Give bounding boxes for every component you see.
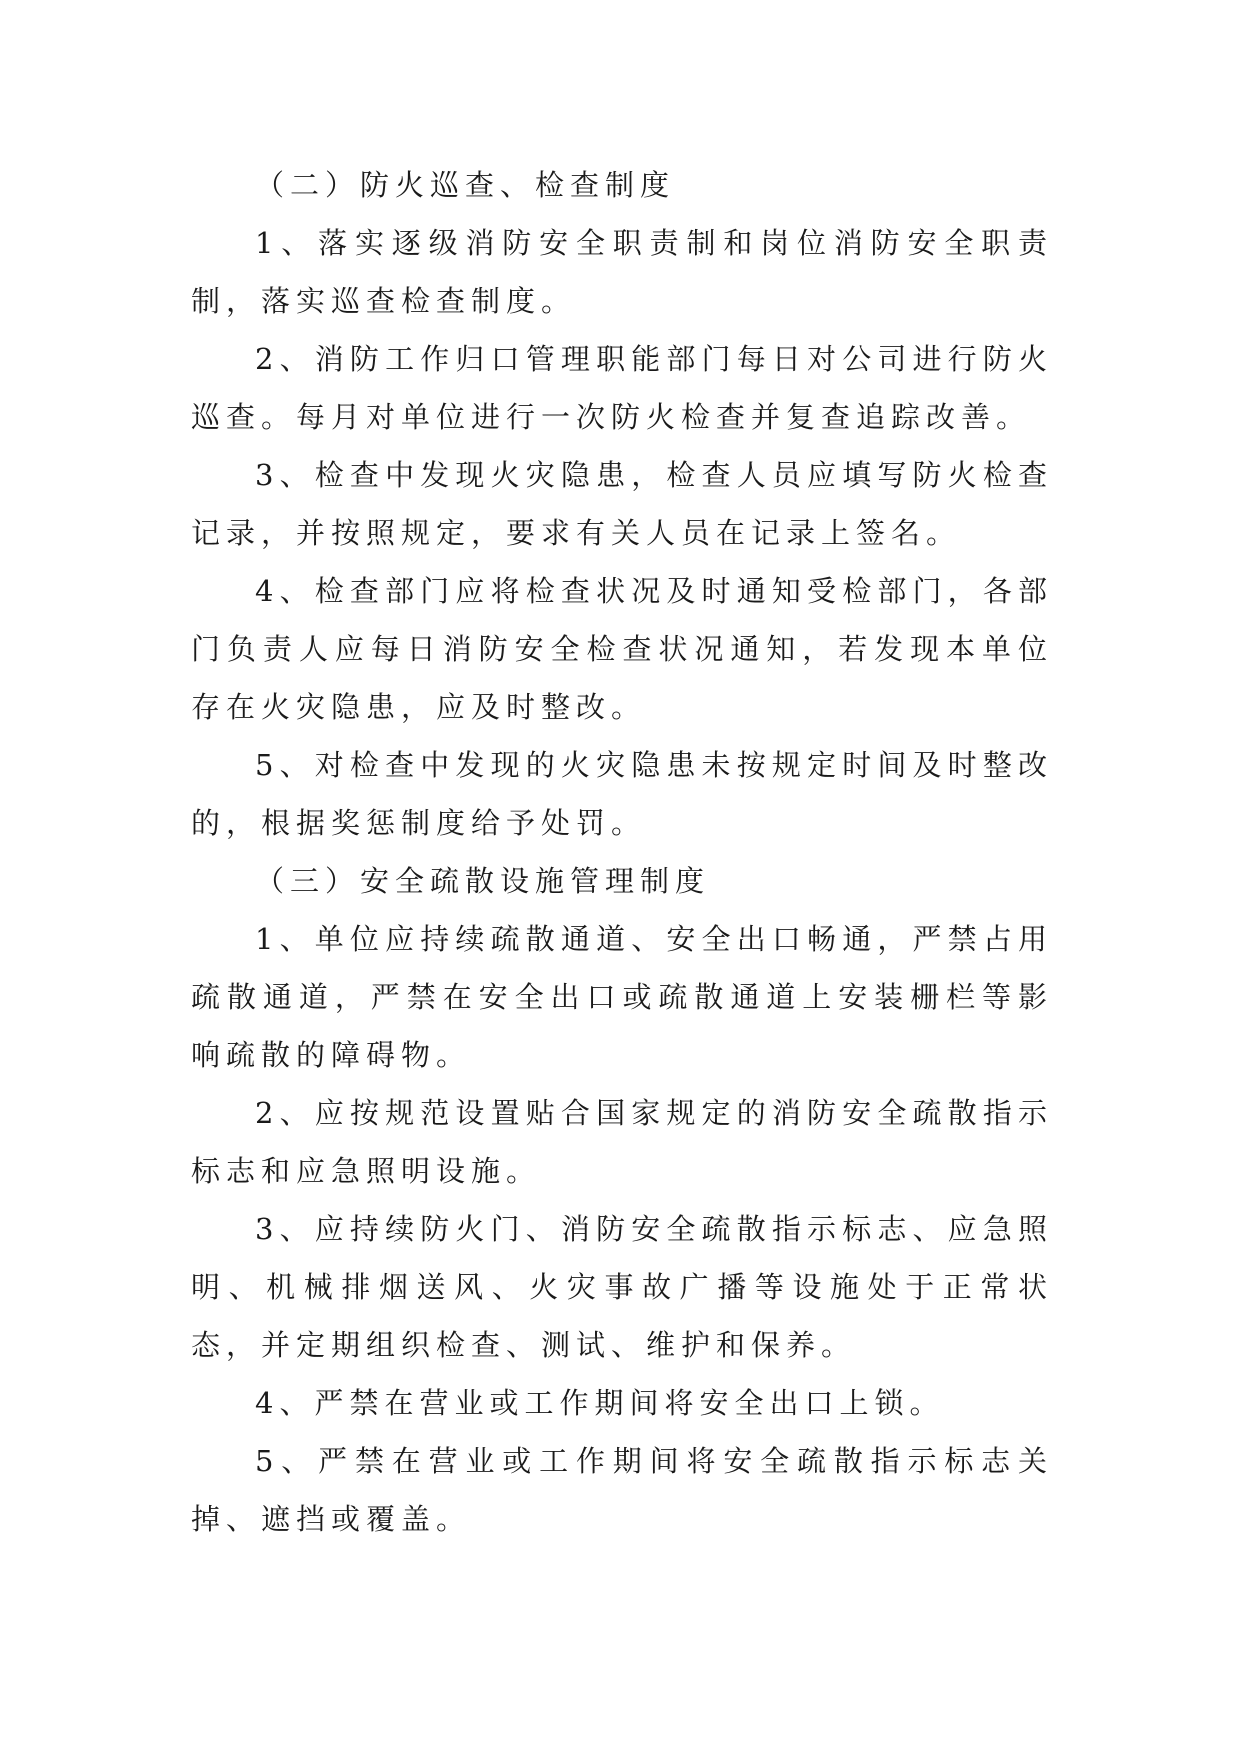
paragraph: 2、消防工作归口管理职能部门每日对公司进行防火巡查。每月对单位进行一次防火检查并复查追踪改善。 <box>191 342 1053 434</box>
paragraph: 5、对检查中发现的火灾隐患未按规定时间及时整改的，根据奖惩制度给予处罚。 <box>191 748 1053 840</box>
section-heading-evacuation: （三）安全疏散设施管理制度 <box>255 864 711 898</box>
document-body <box>191 156 1053 1548</box>
paragraph: 4、严禁在营业或工作期间将安全出口上锁。 <box>255 1386 945 1420</box>
paragraph: 5、严禁在营业或工作期间将安全疏散指示标志关掉、遮挡或覆盖。 <box>191 1444 1053 1536</box>
paragraph: 3、应持续防火门、消防安全疏散指示标志、应急照明、机械排烟送风、火灾事故广播等设施处于正常状态，并定期组织检查、测试、维护和保养。 <box>191 1212 1053 1362</box>
paragraph: 1、落实逐级消防安全职责制和岗位消防安全职责制，落实巡查检查制度。 <box>191 226 1053 318</box>
section-heading-fire-patrol: （二）防火巡查、检查制度 <box>255 168 676 202</box>
paragraph: 2、应按规范设置贴合国家规定的消防安全疏散指示标志和应急照明设施。 <box>191 1096 1053 1188</box>
paragraph: 1、单位应持续疏散通道、安全出口畅通，严禁占用疏散通道，严禁在安全出口或疏散通道上安装栅栏等影响疏散的障碍物。 <box>191 922 1053 1072</box>
paragraph: 3、检查中发现火灾隐患，检查人员应填写防火检查记录，并按照规定，要求有关人员在记录上签名。 <box>191 458 1053 550</box>
paragraph: 4、检查部门应将检查状况及时通知受检部门，各部门负责人应每日消防安全检查状况通知，若发现本单位存在火灾隐患，应及时整改。 <box>191 574 1053 724</box>
